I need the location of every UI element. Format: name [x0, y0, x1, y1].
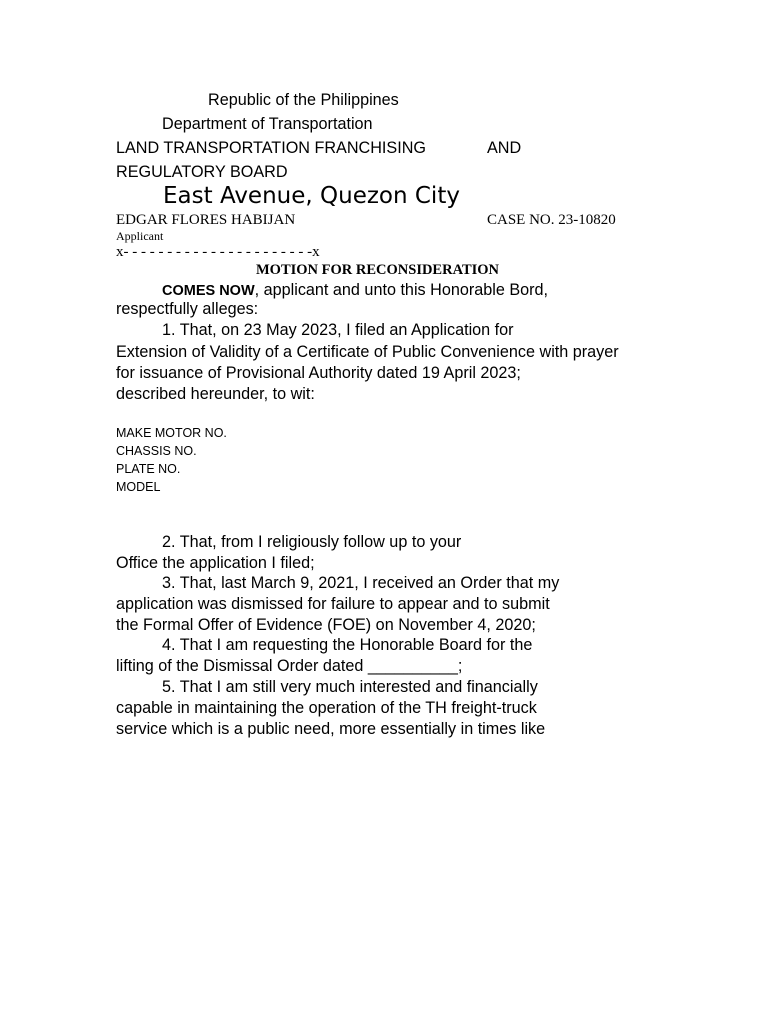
- para3-line3: the Formal Offer of Evidence (FOE) on November 4, 2020;: [116, 616, 536, 634]
- para3-line1: 3. That, last March 9, 2021, I received an Order that my: [162, 574, 560, 592]
- department-heading: Department of Transportation: [162, 115, 373, 133]
- para3-line2: application was dismissed for failure to appear and to submit: [116, 595, 550, 613]
- field-model: MODEL: [116, 480, 161, 494]
- para1-line2: Extension of Validity of a Certificate of Public Convenience with prayer: [116, 343, 619, 361]
- board-heading-line1-left: LAND TRANSPORTATION FRANCHISING: [116, 139, 426, 157]
- applicant-label: Applicant: [116, 229, 164, 243]
- intro-comes-now: COMES NOW: [162, 283, 255, 299]
- para2-line2: Office the application I filed;: [116, 554, 315, 572]
- applicant-name: EDGAR FLORES HABIJAN: [116, 212, 296, 228]
- para5-line2: capable in maintaining the operation of the TH freight-truck: [116, 699, 537, 717]
- republic-heading: Republic of the Philippines: [208, 91, 399, 109]
- motion-title: MOTION FOR RECONSIDERATION: [256, 262, 500, 278]
- para5-line3: service which is a public need, more essentially in times like: [116, 720, 546, 738]
- para1-line1: 1. That, on 23 May 2023, I filed an Application for: [162, 321, 514, 339]
- intro-line1: [162, 281, 548, 300]
- para2-line1: 2. That, from I religiously follow up to your: [162, 533, 462, 551]
- intro-rest: , applicant and unto this Honorable Bord,: [254, 281, 549, 299]
- para1-line3: for issuance of Provisional Authority dated 19 April 2023;: [116, 364, 521, 382]
- case-number: CASE NO. 23-10820: [487, 212, 616, 228]
- field-make-motor-no: MAKE MOTOR NO.: [116, 426, 227, 440]
- board-heading-line1-right: AND: [487, 139, 522, 157]
- board-heading-line2: REGULATORY BOARD: [116, 163, 288, 181]
- para1-line4: described hereunder, to wit:: [116, 385, 315, 403]
- intro-line2: respectfully alleges:: [116, 300, 259, 318]
- field-plate-no: PLATE NO.: [116, 462, 181, 476]
- para4-line1: 4. That I am requesting the Honorable Board for the: [162, 636, 533, 654]
- para5-line1: 5. That I am still very much interested and financially: [162, 678, 538, 696]
- para4-line2: lifting of the Dismissal Order dated __________;: [116, 657, 463, 675]
- field-chassis-no: CHASSIS NO.: [116, 444, 197, 458]
- caption-separator: x- - - - - - - - - - - - - - - - - - - - - -x: [116, 244, 320, 260]
- address-heading: East Avenue, Quezon City: [163, 183, 460, 209]
